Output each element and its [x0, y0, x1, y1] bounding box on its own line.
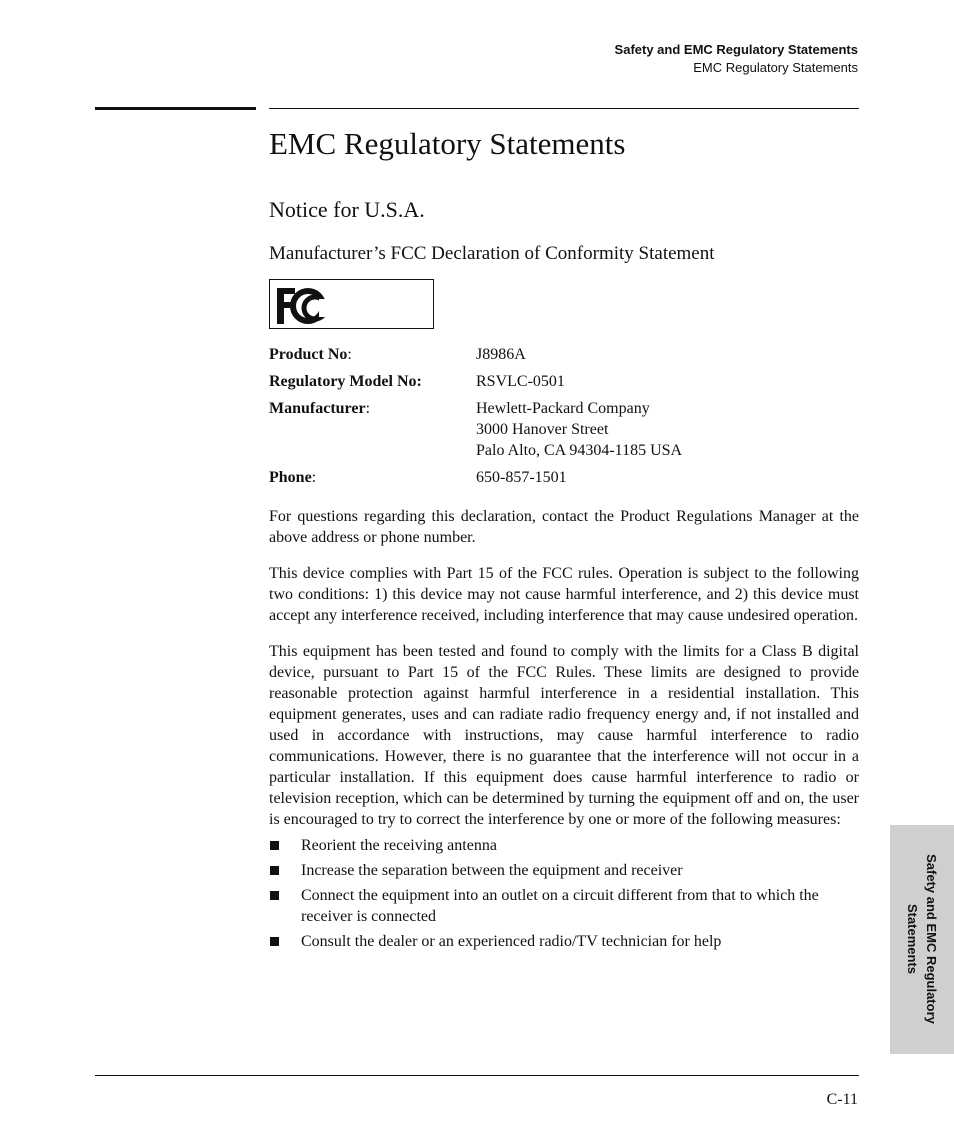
bullet-square-icon [270, 891, 279, 900]
section-heading: Notice for U.S.A. [269, 197, 425, 222]
main-content [269, 122, 859, 956]
running-header-section: EMC Regulatory Statements [693, 60, 858, 75]
phone-colon: : [311, 469, 317, 486]
manufacturer-label: Manufacturer [269, 400, 366, 417]
footer-rule [95, 1075, 859, 1076]
fcc-logo-box [269, 279, 434, 329]
declaration-list [269, 344, 859, 488]
measures-list [269, 835, 859, 952]
phone-value: 650-857-1501 [476, 469, 567, 486]
paragraph-compliance: This device complies with Part 15 of the FCC rules. Operation is subject to the following two conditions: 1) this device may not cause harmful interference, and 2) this device must accept any interference received, including interference that may cause undesired operation. [269, 565, 859, 624]
fcc-logo-icon [275, 286, 333, 326]
product-no-row [269, 344, 859, 365]
list-item-text: Increase the separation between the equipment and receiver [301, 862, 683, 879]
model-no-row [269, 371, 859, 392]
phone-label: Phone [269, 469, 312, 486]
product-no-label: Product No [269, 346, 348, 363]
product-no-value: J8986A [476, 346, 526, 363]
list-item-text: Connect the equipment into an outlet on a circuit different from that to which the receiver is connected [301, 887, 819, 925]
model-no-value: RSVLC-0501 [476, 373, 565, 390]
side-tab-label: Safety and EMC Regulatory Statements [905, 854, 939, 1024]
manufacturer-row [269, 398, 859, 461]
page-number: C-11 [826, 1091, 858, 1108]
list-item [269, 860, 859, 881]
list-item-text: Consult the dealer or an experienced radio/TV technician for help [301, 933, 722, 950]
bullet-square-icon [270, 937, 279, 946]
manufacturer-line: 3000 Hanover Street [476, 421, 609, 438]
list-item-text: Reorient the receiving antenna [301, 837, 497, 854]
list-item [269, 835, 859, 856]
paragraph-class-b: This equipment has been tested and found to comply with the limits for a Class B digital device, pursuant to Part 15 of the FCC Rules. These limits are designed to provide reasonable protection against harmful interference in a residential installation. This equipment generates, uses and can radiate radio frequency energy and, if not installed and used in accordance with instructions, may cause harmful interference to radio communications. However, there is no guarantee that the interference will not occur in a particular installation. If this equipment does cause harmful interference to radio or television reception, which can be determined by turning the equipment off and on, the user is encouraged to try to correct the interference by one or more of the following measures: [269, 643, 859, 828]
list-item [269, 931, 859, 952]
list-item [269, 885, 859, 927]
page-title: EMC Regulatory Statements [269, 126, 626, 161]
bullet-square-icon [270, 866, 279, 875]
product-no-colon: : [347, 346, 352, 363]
chapter-side-tab [890, 825, 954, 1054]
bullet-square-icon [270, 841, 279, 850]
manufacturer-colon: : [365, 400, 371, 417]
phone-row [269, 467, 859, 488]
paragraph-contact: For questions regarding this declaration, contact the Product Regulations Manager at the above address or phone number. [269, 508, 859, 546]
model-no-label: Regulatory Model No: [269, 373, 422, 390]
subsection-heading: Manufacturer’s FCC Declaration of Conformity Statement [269, 243, 715, 264]
manufacturer-line: Hewlett-Packard Company [476, 400, 650, 417]
header-rule-thick [95, 107, 256, 110]
running-header-chapter: Safety and EMC Regulatory Statements [614, 42, 858, 57]
manufacturer-line: Palo Alto, CA 94304-1185 USA [476, 442, 683, 459]
header-rule-thin [269, 108, 859, 109]
